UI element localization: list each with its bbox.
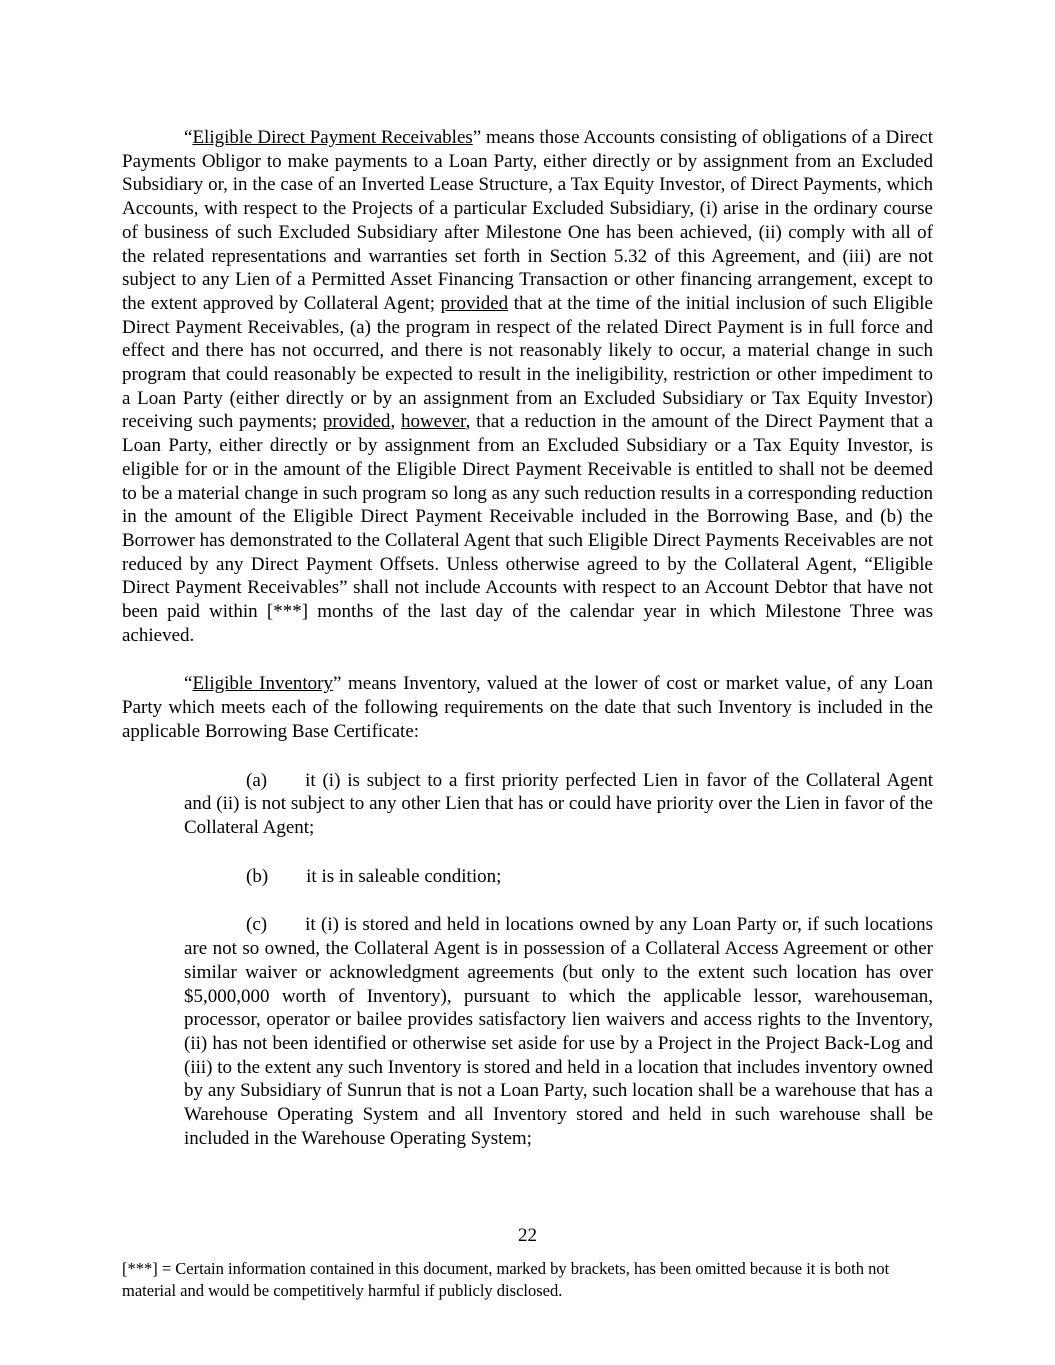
paragraph-text: ” means Inventory, valued at the lower of cost or market value, of any Loan Party which meets each of the following requirements on the date that such Inventory is included in the applicable Borrowing Base Certificate: — [122, 673, 934, 742]
paragraph-text: ” means those Accounts consisting of obligations of a Direct Payments Obligor to make payments to a Loan Party, either directly or by assignment from an Excluded Subsidiary or, in the case of an Inverted Lease Structure, a Tax Equity Investor, of Direct Payments, which Accounts, with respect to the Projects of a particular Excluded Subsidiary, (i) arise in the ordinary course of business of such Excluded Subsidiary after Milestone One has been achieved, (ii) comply with all of the related representations and warranties set forth in Section 5.32 of this Agreement, and (iii) are not subject to any Lien of a Permitted Asset Financing Transaction or other financing arrangement, except to the extent approved by Collateral Agent; — [122, 127, 933, 314]
proviso-however: however — [400, 411, 466, 433]
defined-term-eligible-inventory: Eligible Inventory — [192, 673, 334, 695]
open-quote: “ — [184, 127, 193, 148]
paragraph-eligible-inventory — [122, 672, 933, 743]
defined-term-eligible-direct-payment-receivables: Eligible Direct Payment Receivables — [192, 127, 473, 148]
list-item-b — [184, 865, 933, 889]
paragraph-eligible-direct-payment-receivables — [122, 126, 933, 647]
open-quote: “ — [184, 673, 193, 695]
footnote: [***] = Certain information contained in this document, marked by brackets, has been omitted because it is both not material and would be competitively harmful if publicly disclosed. — [122, 1259, 890, 1300]
list-item-text: it (i) is stored and held in locations owned by any Loan Party or, if such locations are not so owned, the Collateral Agent is in possession of a Collateral Access Agreement or other similar waiver or acknowledgment agreements (but only to the extent such location has over $5,000,000 worth of Inventory), pursuant to which the applicable lessor, warehouseman, processor, operator or bailee provides satisfactory lien waivers and access rights to the Inventory, (ii) has not been identified or otherwise set aside for use by a Project in the Project Back-Log and (iii) to the extent any such Inventory is stored and held in a location that includes inventory owned by any Subsidiary of Sunrun that is not a Loan Party, such location shall be a warehouse that has a Warehouse Operating System and all Inventory stored and held in such warehouse shall be included in the Warehouse Operating System; — [184, 914, 933, 1149]
paragraph-text: , — [390, 411, 401, 433]
proviso-provided: provided — [322, 411, 391, 433]
list-item-label: (b) — [246, 865, 269, 887]
page-number: 22 — [518, 1225, 537, 1246]
proviso-provided: provided — [440, 292, 509, 314]
list-item-text: it (i) is subject to a first priority perfected Lien in favor of the Collateral Agent and (ii) is not subject to any other Lien that has or could have priority over the Lien in favor of the Collateral Agent; — [184, 769, 933, 838]
list-item-c — [184, 913, 933, 1150]
paragraph-text: that at the time of the initial inclusion of such Eligible Direct Payment Receivables, (a) the program in respect of the related Direct Payment is in full force and effect and there has not occurred, and there is not reasonably likely to occur, a material change in such program that could reasonably be expected to result in the ineligibility, restriction or other impediment to a Loan Party (either directly or by an assignment from an Excluded Subsidiary or Tax Equity Investor) receiving such payments; — [122, 292, 933, 433]
list-item-text: it is in saleable condition; — [306, 865, 502, 887]
paragraph-text: , that a reduction in the amount of the Direct Payment that a Loan Party, either directly or by assignment from an Excluded Subsidiary or a Tax Equity Investor, is eligible for or in the amount of the Eligible Direct Payment Receivable is entitled to shall not be deemed to be a material change in such program so long as any such reduction results in a corresponding reduction in the amount of the Eligible Direct Payment Receivable included in the Borrowing Base, and (b) the Borrower has demonstrated to the Collateral Agent that such Eligible Direct Payments Receivables are not reduced by any Direct Payment Offsets. Unless otherwise agreed to by the Collateral Agent, “Eligible Direct Payment Receivables” shall not include Accounts with respect to an Account Debtor that have not been paid within [***] months of the last day of the calendar year in which Milestone Three was achieved. — [122, 411, 934, 646]
list-item-label: (a) — [246, 769, 268, 791]
list-item-a — [184, 769, 933, 840]
document-body — [122, 126, 933, 1175]
list-item-label: (c) — [246, 914, 268, 936]
